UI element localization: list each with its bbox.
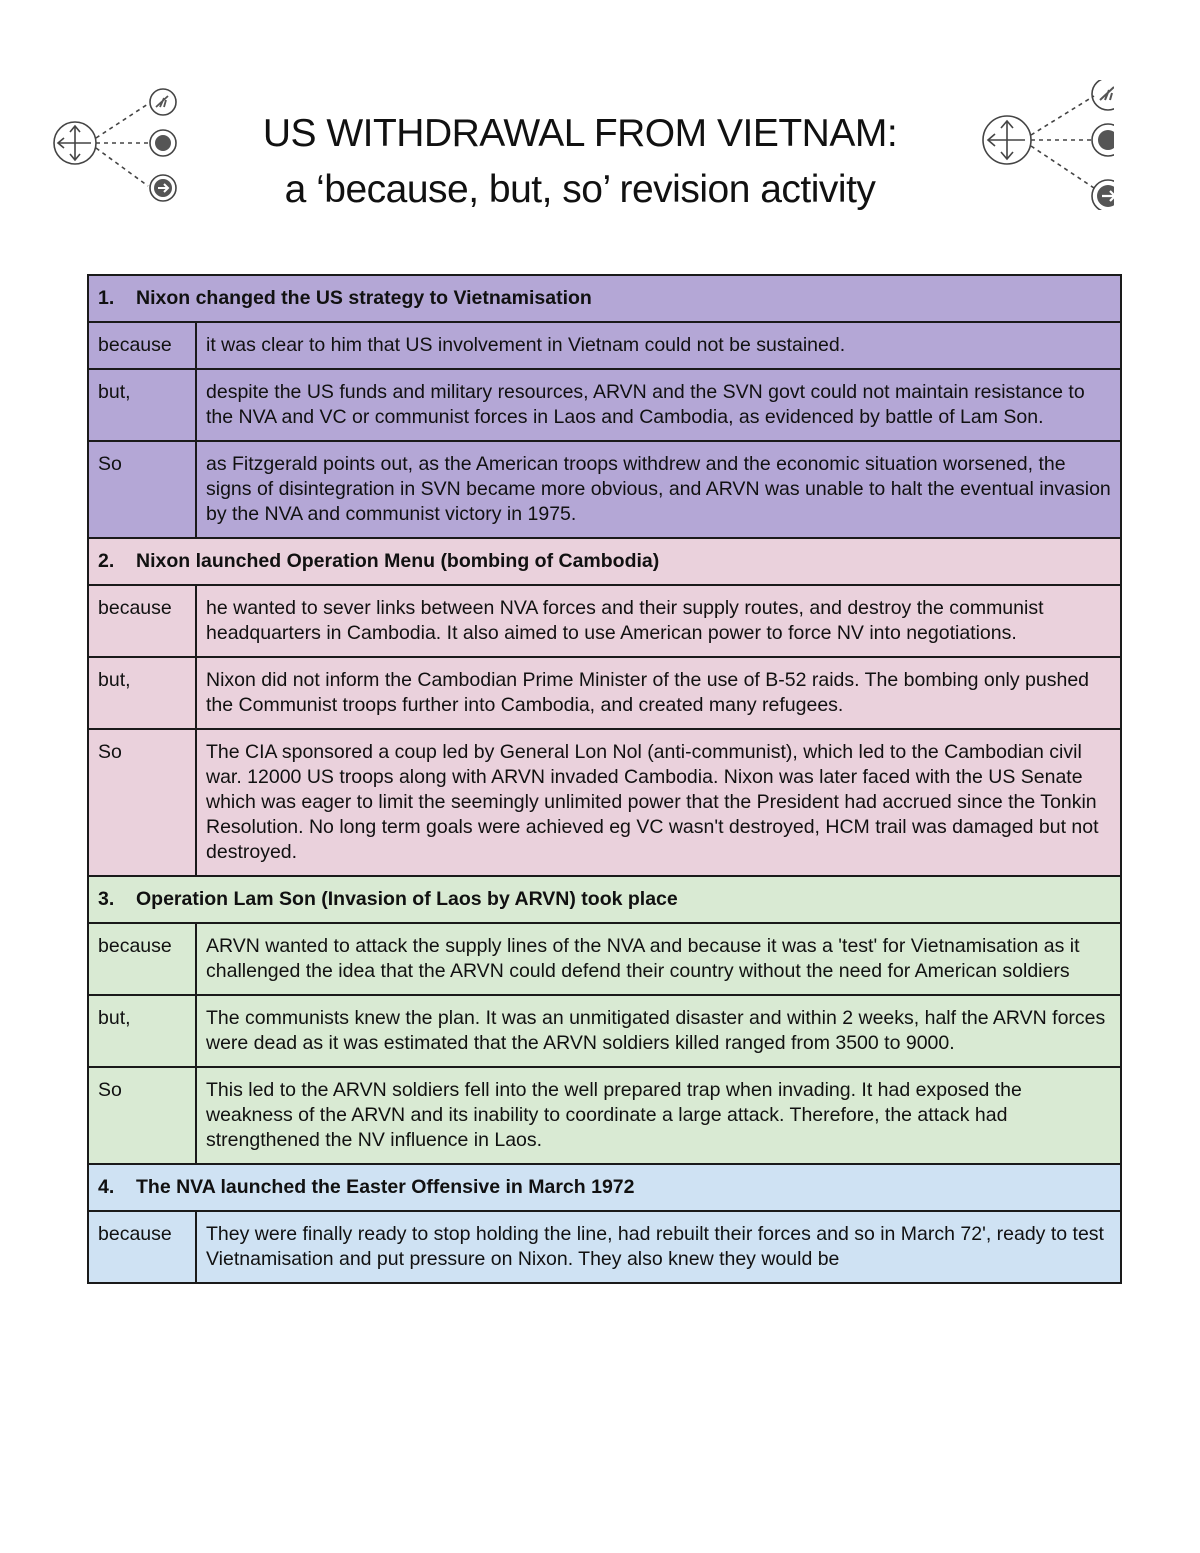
row-text: This led to the ARVN soldiers fell into the well prepared trap when invading. It had exposed the weakness of the ARVN and its inability to coordinate a large attack. Therefore, the attack had strengthened the NV influence in Laos. bbox=[196, 1067, 1121, 1164]
section-title: Operation Lam Son (Invasion of Laos by ARVN) took place bbox=[136, 888, 678, 910]
row-text: ARVN wanted to attack the supply lines of the NVA and because it was a 'test' for Vietnamisation as it challenged the idea that the ARVN could defend their country without the need for American soldiers bbox=[196, 923, 1121, 995]
section-number: 3. bbox=[98, 888, 115, 910]
page-subtitle: a ‘because, but, so’ revision activity bbox=[284, 168, 876, 211]
section-title: Nixon changed the US strategy to Vietnamisation bbox=[136, 287, 592, 309]
table-row bbox=[88, 729, 1121, 876]
row-label: but, bbox=[88, 995, 196, 1067]
table-row bbox=[88, 1211, 1121, 1283]
row-label: because bbox=[88, 322, 196, 369]
row-label: but, bbox=[88, 657, 196, 729]
page-header bbox=[0, 0, 1200, 260]
row-text: as Fitzgerald points out, as the American troops withdrew and the economic situation worsened, the signs of disintegration in SVN became more obvious, and ARVN was unable to halt the eventual invasion by the NVA and communist victory in 1975. bbox=[196, 441, 1121, 538]
section-header bbox=[88, 876, 1121, 923]
table-row bbox=[88, 585, 1121, 657]
section-number: 1. bbox=[98, 287, 115, 309]
section-header bbox=[88, 538, 1121, 585]
row-label: because bbox=[88, 585, 196, 657]
row-label: because bbox=[88, 1211, 196, 1283]
table-row bbox=[88, 923, 1121, 995]
revision-table bbox=[87, 274, 1122, 1284]
section-number: 4. bbox=[98, 1176, 115, 1198]
table-row bbox=[88, 369, 1121, 441]
table-row bbox=[88, 322, 1121, 369]
row-label: So bbox=[88, 729, 196, 876]
table-row bbox=[88, 657, 1121, 729]
row-text: They were finally ready to stop holding the line, had rebuilt their forces and so in March 72', ready to test Vietnamisation and put pressure on Nixon. They also knew they would be bbox=[196, 1211, 1121, 1283]
row-text: The CIA sponsored a coup led by General Lon Nol (anti-communist), which led to the Cambodian civil war. 12000 US troops along with ARVN invaded Cambodia. Nixon was later faced with the US Senate which was eager to limit the seemingly unlimited power that the President had accrued since the Tonkin Resolution. No long term goals were achieved eg VC wasn't destroyed, HCM trail was damaged but not destroyed. bbox=[196, 729, 1121, 876]
table-row bbox=[88, 441, 1121, 538]
section-header bbox=[88, 1164, 1121, 1211]
row-label: So bbox=[88, 441, 196, 538]
section-header bbox=[88, 275, 1121, 322]
page-title: US WITHDRAWAL FROM VIETNAM: bbox=[262, 112, 898, 155]
row-label: because bbox=[88, 923, 196, 995]
row-text: The communists knew the plan. It was an unmitigated disaster and within 2 weeks, half the ARVN forces were dead as it was estimated that the ARVN soldiers killed ranged from 3500 to 9000. bbox=[196, 995, 1121, 1067]
section-number: 2. bbox=[98, 550, 115, 572]
row-text: he wanted to sever links between NVA forces and their supply routes, and destroy the communist headquarters in Cambodia. It also aimed to use American power to force NV into negotiations. bbox=[196, 585, 1121, 657]
row-label: but, bbox=[88, 369, 196, 441]
row-label: So bbox=[88, 1067, 196, 1164]
table-row bbox=[88, 995, 1121, 1067]
row-text: despite the US funds and military resources, ARVN and the SVN govt could not maintain resistance to the NVA and VC or communist forces in Laos and Cambodia, as evidenced by battle of Lam Son. bbox=[196, 369, 1121, 441]
row-text: Nixon did not inform the Cambodian Prime Minister of the use of B-52 raids. The bombing only pushed the Communist troops further into Cambodia, and created many refugees. bbox=[196, 657, 1121, 729]
table-row bbox=[88, 1067, 1121, 1164]
section-title: Nixon launched Operation Menu (bombing of Cambodia) bbox=[136, 550, 660, 572]
section-title: The NVA launched the Easter Offensive in March 1972 bbox=[136, 1176, 635, 1198]
row-text: it was clear to him that US involvement in Vietnam could not be sustained. bbox=[196, 322, 1121, 369]
branching-arrows-icon bbox=[974, 80, 1114, 210]
